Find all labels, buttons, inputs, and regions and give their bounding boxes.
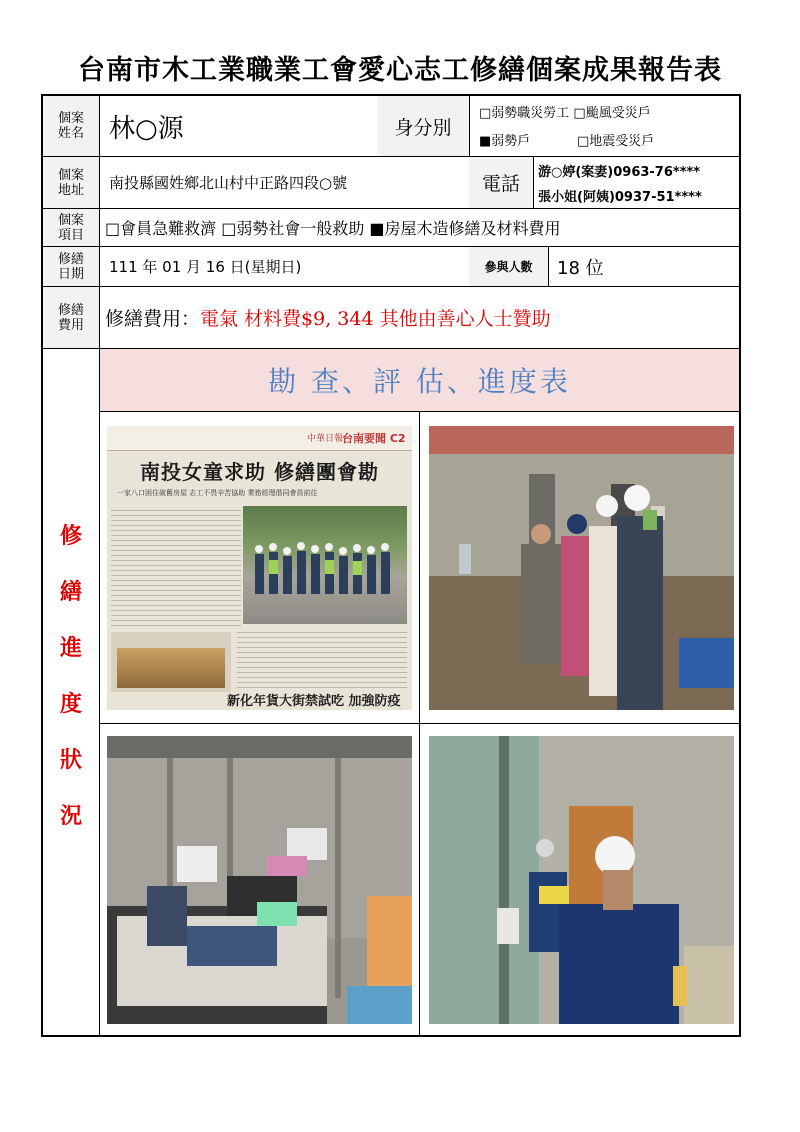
repair-date: 111 年 01 月 16 日(星期日) [109,258,302,276]
phone-line-2: 張小姐(阿姨)0937-51**** [538,189,702,205]
progress-side-label: 修 繕 進 度 狀 況 [59,523,82,829]
case-items: □會員急難救濟 □弱勢社會一般救助 ■房屋木造修繕及材料費用 [105,219,561,238]
newspaper-section: 台南要聞 C2 [342,432,406,445]
bedroom-interior-photo [107,736,412,1024]
report-title: 台南市木工業職業工會愛心志工修繕個案成果報告表 [78,55,722,86]
identity-option-earthquake: □地震受災戶 [577,133,655,149]
case-address: 南投縣國姓鄉北山村中正路四段○號 [109,174,348,192]
label-repair-date: 修繕 日期 [43,247,99,286]
report-table [41,94,741,1037]
newspaper-bottom-headline: 新化年貨大街禁試吃 加強防疫 [227,694,401,709]
newspaper-clipping-photo [107,426,412,710]
site-inspection-photo [429,426,734,710]
label-participants: 參與人數 [469,247,548,286]
participants-count: 18 位 [557,257,604,279]
repair-cost [105,287,551,348]
identity-options-row1: □弱勢職災勞工 □颱風受災戶 [479,105,651,121]
label-case-name: 個案 姓名 [43,96,99,156]
repair-cost-prefix: 修繕費用： [105,308,201,330]
newspaper-subhead: 一家八口困住破舊房屋 志工不畏辛苦協助 業務經理偕同會員前往 [117,489,318,497]
newspaper-headline: 南投女童求助 修繕團會勘 [140,460,379,484]
electrical-inspection-photo [429,736,734,1024]
label-repair-cost: 修繕 費用 [43,287,99,348]
repair-cost-detail: 電氣 材料費$9, 344 其他由善心人士贊助 [200,308,551,330]
newspaper-masthead: 中華日報 [307,434,344,444]
label-case-address: 個案 地址 [43,157,99,208]
case-name: 林○源 [109,113,184,144]
newspaper-group-photo [243,506,407,624]
identity-option-weak: ■弱勢戶 [479,133,531,149]
progress-header: 勘 查、評 估、進度表 [100,349,739,411]
label-phone: 電話 [469,157,533,208]
label-identity: 身分別 [377,96,469,156]
label-case-item: 個案 項目 [43,209,99,246]
phone-line-1: 游○婷(案妻)0963-76**** [538,164,701,180]
